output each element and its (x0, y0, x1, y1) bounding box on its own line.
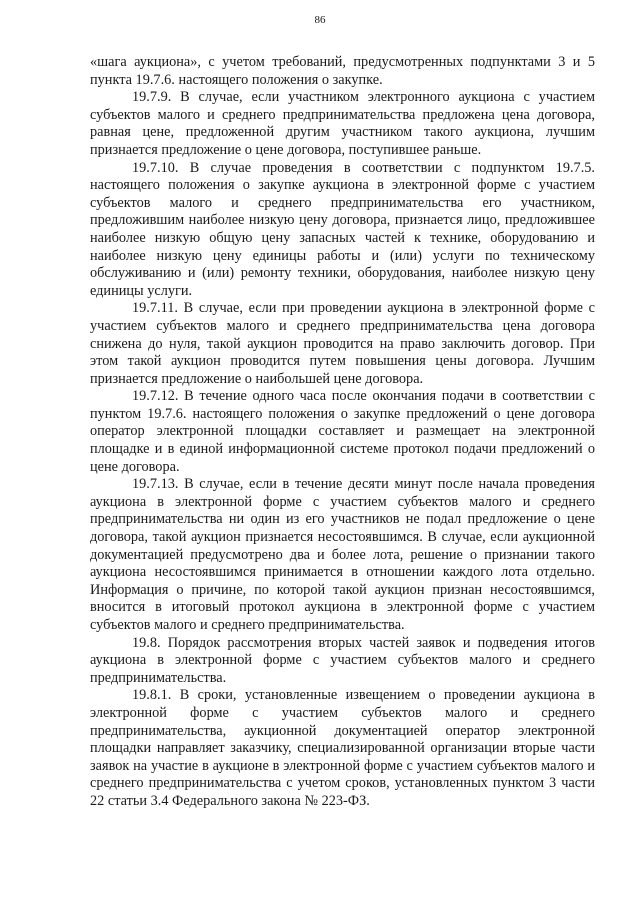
paragraph-19-7-10: 19.7.10. В случае проведения в соответствии с подпунктом 19.7.5. настоящего положения о закупке аукциона в электронной форме с участием субъектов малого и среднего предпринимательства его участником, предложившим наиболее низкую цену договора, признается лицо, предложившее наиболее низкую общую цену запасных частей к технике, оборудованию и наиболее низкую цену единицы работы и (или) услуги по техническому обслуживанию и (или) ремонту техники, оборудования, наиболее низкую цену единицы услуги. (90, 159, 595, 299)
paragraph-continuation: «шага аукциона», с учетом требований, предусмотренных подпунктами 3 и 5 пункта 19.7.6. настоящего положения о закупке. (90, 54, 595, 88)
paragraph-19-8: 19.8. Порядок рассмотрения вторых частей заявок и подведения итогов аукциона в электронной форме с участием субъектов малого и среднего предпринимательства. (90, 634, 595, 686)
document-body (90, 54, 595, 811)
page-number: 86 (314, 14, 326, 26)
paragraph-19-7-9: 19.7.9. В случае, если участником электронного аукциона с участием субъектов малого и среднего предпринимательства предложена цена договора, равная цене, предложенной другим участником такого аукциона, лучшим признается предложение о цене договора, поступившее раньше. (90, 89, 595, 158)
paragraph-19-7-12: 19.7.12. В течение одного часа после окончания подачи в соответствии с пунктом 19.7.6. настоящего положения о закупке предложений о цене договора оператор электронной площадки составляет и размещает на электронной площадке и в единой информационной системе протокол подачи предложений о цене договора. (90, 388, 595, 475)
paragraph-19-7-11: 19.7.11. В случае, если при проведении аукциона в электронной форме с участием субъектов малого и среднего предпринимательства цена договора снижена до нуля, такой аукцион проводится на право заключить договор. При этом такой аукцион проводится путем повышения цены договора. Лучшим признается предложение о наибольшей цене договора. (90, 300, 595, 387)
paragraph-19-7-13: 19.7.13. В случае, если в течение десяти минут после начала проведения аукциона в электронной форме с участием субъектов малого и среднего предпринимательства ни один из его участников не подал предложение о цене договора, такой аукцион признается несостоявшимся. В случае, если аукционной документацией предусмотрено два и более лота, решение о признании такого аукциона несостоявшимся принимается в отношении каждого лота отдельно. Информация о причине, по которой такой аукцион признан несостоявшимся, вносится в итоговый протокол аукциона в электронной форме с участием субъектов малого и среднего предпринимательства. (90, 476, 595, 633)
paragraph-19-8-1: 19.8.1. В сроки, установленные извещением о проведении аукциона в электронной форме с участием субъектов малого и среднего предпринимательства, аукционной документацией оператор электронной площадки направляет заказчику, специализированной организации вторые части заявок на участие в аукционе в электронной форме с участием субъектов малого и среднего предпринимательства с учетом сроков, установленных пунктом 3 части 22 статьи 3.4 Федерального закона № 223-ФЗ. (90, 687, 595, 809)
